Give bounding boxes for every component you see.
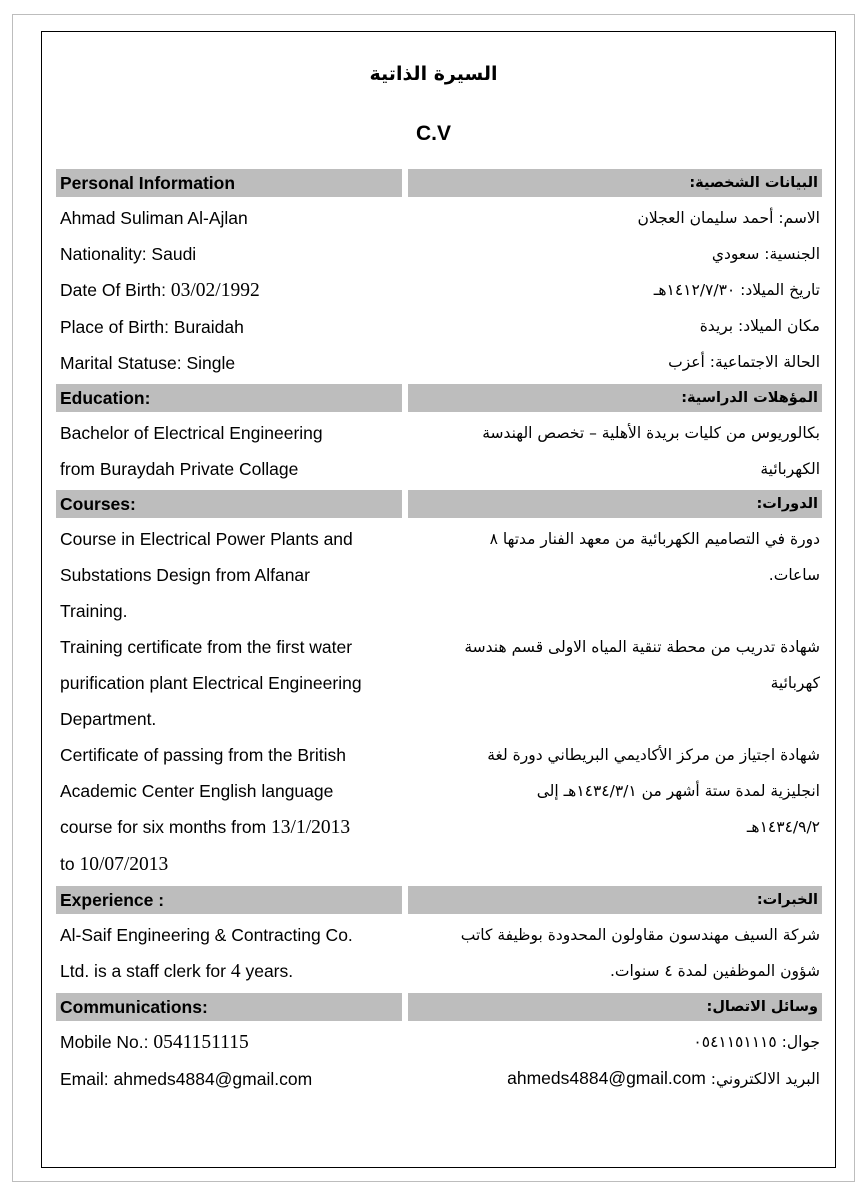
course1-line2-en: Substations Design from Alfanar (60, 565, 310, 585)
course3-line4-en (60, 846, 402, 883)
mobile-label-en: Mobile No.: (60, 1032, 154, 1052)
email-en[interactable]: Email: ahmeds4884@gmail.com (60, 1069, 313, 1089)
name-ar: الاسم: أحمد سليمان العجلان (637, 209, 820, 227)
education-line2-en: from Buraydah Private Collage (60, 459, 299, 479)
header-experience-ar: الخبرات: (408, 886, 822, 914)
mobile-en (60, 1024, 402, 1061)
course-1 (56, 521, 822, 629)
pob-en: Place of Birth: Buraidah (60, 317, 244, 337)
course1-line1-en: Course in Electrical Power Plants and (60, 529, 353, 549)
education-line1-en: Bachelor of Electrical Engineering (60, 423, 323, 443)
course3-line2-ar: انجليزية لمدة ستة أشهر من ١٤٣٤/٣/١هـ إلى (536, 782, 820, 800)
mobile-ar: جوال: ٠٥٤١١٥١١١٥ (693, 1033, 820, 1051)
dob-en (60, 272, 402, 309)
dob-value-en: 03/02/1992 (170, 280, 260, 301)
course3-line3-ar: ١٤٣٤/٩/٢هـ (746, 818, 820, 836)
header-personal-en: Personal Information (56, 169, 402, 197)
course1-line2-ar: ساعات. (768, 566, 820, 584)
course3-start-date: 13/1/2013 (271, 817, 351, 838)
cv-title-english: C.V (415, 122, 451, 145)
course3-line1-en: Certificate of passing from the British (60, 745, 346, 765)
header-communications-ar: وسائل الاتصال: (408, 993, 822, 1021)
marital-en: Marital Statuse: Single (60, 353, 236, 373)
course3-end-date: 10/07/2013 (79, 854, 169, 875)
dob-ar: تاريخ الميلاد: ١٤١٢/٧/٣٠هـ (653, 281, 820, 299)
experience-line2-en (60, 953, 402, 990)
course3-line3-en (60, 809, 402, 846)
nationality-en: Nationality: Saudi (60, 244, 197, 264)
section-header-courses (56, 487, 822, 521)
education-line1-ar: بكالوريوس من كليات بريدة الأهلية – تخصص الهندسة (482, 424, 820, 442)
course-3 (56, 737, 822, 883)
header-courses-ar: الدورات: (408, 490, 822, 518)
personal-section-body (56, 200, 822, 381)
education-section-body (56, 415, 822, 487)
course2-line2-en: purification plant Electrical Engineering (60, 673, 362, 693)
education-line2-ar: الكهربائية (760, 460, 820, 478)
dob-label-en: Date Of Birth: (60, 280, 171, 300)
email-label-ar: البريد الالكتروني: (705, 1070, 820, 1088)
course2-line2-ar: كهربائية (770, 674, 820, 692)
experience-section-body (56, 917, 822, 990)
email-ar (402, 1060, 820, 1097)
header-personal-ar: البيانات الشخصية: (408, 169, 822, 197)
marital-ar: الحالة الاجتماعية: أعزب (668, 353, 820, 371)
communications-section-body (56, 1024, 822, 1097)
pob-ar: مكان الميلاد: بريدة (699, 317, 820, 335)
course2-line1-en: Training certificate from the first water (60, 637, 353, 657)
nationality-ar: الجنسية: سعودي (711, 245, 820, 263)
cv-title-arabic: السيرة الذاتية (369, 63, 498, 85)
section-header-personal (56, 166, 822, 200)
mobile-number-en[interactable]: 0541151115 (153, 1032, 249, 1053)
header-courses-en: Courses: (56, 490, 402, 518)
section-header-experience (56, 883, 822, 917)
experience-line1-en: Al-Saif Engineering & Contracting Co. (60, 925, 353, 945)
course3-line2-en: Academic Center English language (60, 781, 334, 801)
course3-line3-text: course for six months from (60, 817, 272, 837)
course3-line1-ar: شهادة اجتياز من مركز الأكاديمي البريطاني دورة لغة (487, 746, 820, 764)
course2-line3-en: Department. (60, 709, 157, 729)
course1-line3-en: Training. (60, 601, 128, 621)
experience-line2-ar: شؤون الموظفين لمدة ٤ سنوات. (609, 962, 820, 980)
course1-line1-ar: دورة في التصاميم الكهربائية من معهد الفنار مدتها ٨ (489, 530, 820, 548)
header-experience-en: Experience : (56, 886, 402, 914)
email-value-ar[interactable]: ahmeds4884@gmail.com (507, 1068, 706, 1088)
header-education-ar: المؤهلات الدراسية: (408, 384, 822, 412)
course-2 (56, 629, 822, 737)
experience-line2-a: Ltd. is a staff clerk for (60, 961, 231, 981)
experience-line1-ar: شركة السيف مهندسون مقاولون المحدودة بوظيفة كاتب (460, 926, 820, 944)
course2-line1-ar: شهادة تدريب من محطة تنقية المياه الاولى قسم هندسة (464, 638, 820, 656)
experience-line2-b: years. (240, 961, 294, 981)
experience-years: 4 (230, 961, 241, 982)
header-communications-en: Communications: (56, 993, 402, 1021)
course3-line4-text: to (60, 854, 80, 874)
cv-table (56, 166, 822, 1097)
name-en: Ahmad Suliman Al-Ajlan (60, 208, 248, 228)
section-header-communications (56, 990, 822, 1024)
header-education-en: Education: (56, 384, 402, 412)
section-header-education (56, 381, 822, 415)
